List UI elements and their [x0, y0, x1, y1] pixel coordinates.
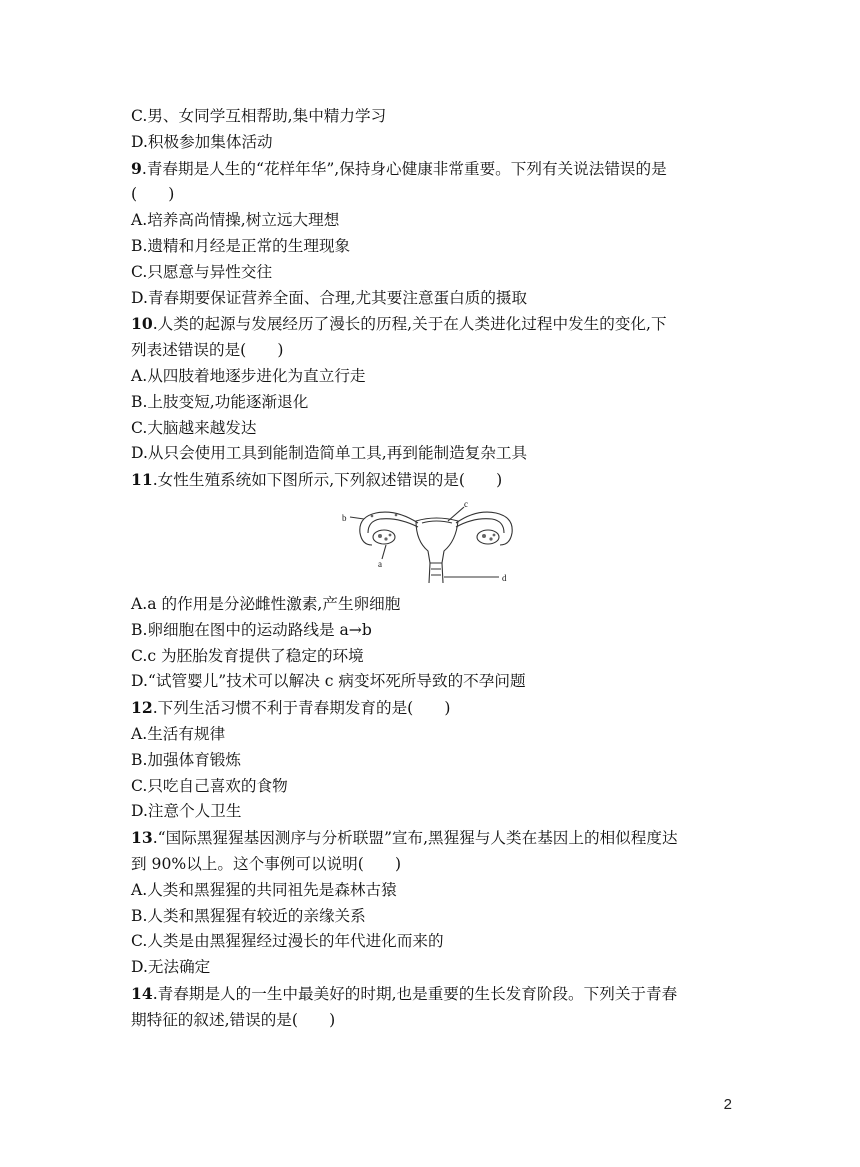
option-b: B.人类和黑猩猩有较近的亲缘关系 [131, 906, 366, 925]
option-c: C.只愿意与异性交往 [131, 262, 273, 281]
question-stem: .青春期是人的一生中最美好的时期,也是重要的生长发育阶段。下列关于青春 [152, 984, 678, 1003]
option-d: D.“试管婴儿”技术可以解决 c 病变坏死所导致的不孕问题 [131, 672, 526, 691]
question-9 [131, 156, 731, 312]
question-12 [131, 695, 731, 825]
option-a: A.人类和黑猩猩的共同祖先是森林古猿 [131, 880, 397, 899]
option-c: C.人类是由黑猩猩经过漫长的年代进化而来的 [131, 932, 444, 951]
option-d: D.注意个人卫生 [131, 802, 242, 821]
question-10 [131, 311, 731, 467]
question-stem-cont: 列表述错误的是( ) [131, 341, 284, 360]
option-a: A.生活有规律 [131, 724, 226, 743]
question-stem: .“国际黑猩猩基因测序与分析联盟”宣布,黑猩猩与人类在基因上的相似程度达 [152, 829, 678, 848]
option-b: B.加强体育锻炼 [131, 750, 241, 769]
label-c: c [464, 498, 468, 509]
uterus-diagram [336, 499, 536, 585]
question-number: 10 [131, 314, 153, 334]
option-c: C.大脑越来越发达 [131, 418, 257, 437]
option-a: A.培养高尚情操,树立远大理想 [131, 211, 340, 230]
question-number: 9 [131, 158, 142, 178]
question-11 [131, 467, 731, 695]
reproductive-system-figure [131, 499, 731, 585]
option-a: A.a 的作用是分泌雌性激素,产生卵细胞 [131, 594, 401, 613]
option-b: B.上肢变短,功能逐渐退化 [131, 392, 309, 411]
option-d: D.积极参加集体活动 [131, 132, 273, 151]
page-number: 2 [723, 1096, 732, 1113]
option-c: C.男、女同学互相帮助,集中精力学习 [131, 107, 387, 125]
question-14 [131, 981, 731, 1034]
question-13 [131, 825, 731, 981]
question-stem: .下列生活习惯不利于青春期发育的是( ) [152, 699, 451, 718]
question-stem: .女性生殖系统如下图所示,下列叙述错误的是( ) [152, 471, 503, 490]
question-number: 13 [131, 828, 153, 848]
option-d: D.青春期要保证营养全面、合理,尤其要注意蛋白质的摄取 [131, 288, 528, 307]
option-a: A.从四肢着地逐步进化为直立行走 [131, 366, 366, 385]
option-c: C.c 为胚胎发育提供了稳定的环境 [131, 646, 364, 665]
question-stem: .青春期是人生的“花样年华”,保持身心健康非常重要。下列有关说法错误的是 [141, 159, 667, 178]
option-c: C.只吃自己喜欢的食物 [131, 776, 288, 795]
question-stem-cont: ( ) [131, 185, 175, 204]
label-b: b [342, 512, 347, 523]
label-d: d [502, 572, 507, 583]
label-a: a [378, 558, 382, 569]
option-d: D.无法确定 [131, 958, 211, 977]
option-b: B.卵细胞在图中的运动路线是 a→b [131, 620, 372, 639]
question-number: 12 [131, 698, 153, 718]
question-stem: .人类的起源与发展经历了漫长的历程,关于在人类进化过程中发生的变化,下 [152, 315, 667, 334]
option-d: D.从只会使用工具到能制造简单工具,再到能制造复杂工具 [131, 444, 528, 463]
question-number: 11 [131, 470, 153, 490]
document-body [131, 104, 731, 1034]
question-stem-cont: 期特征的叙述,错误的是( ) [131, 1010, 336, 1029]
question-stem-cont: 到 90%以上。这个事例可以说明( ) [131, 854, 402, 873]
option-b: B.遗精和月经是正常的生理现象 [131, 236, 351, 255]
question-number: 14 [131, 983, 153, 1003]
